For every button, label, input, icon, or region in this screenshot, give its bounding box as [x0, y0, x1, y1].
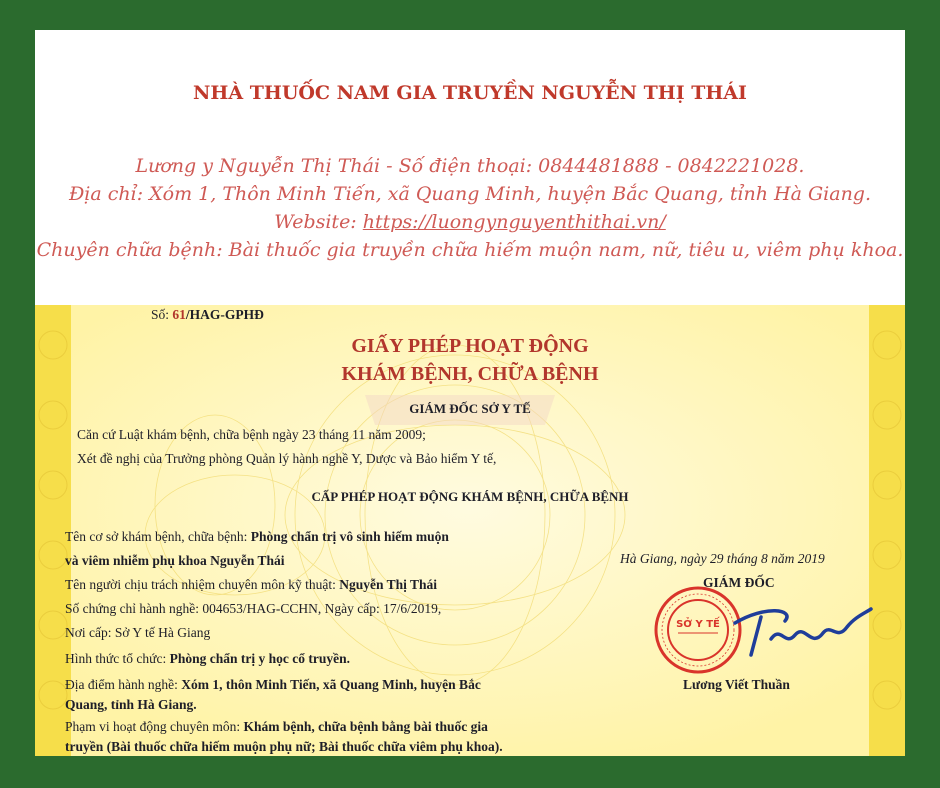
pharmacy-info: [35, 152, 905, 264]
certificate-text: [35, 305, 905, 756]
legal-basis-2: Xét đề nghị của Trưởng phòng Quản lý hành nghề Y, Dược và Bảo hiểm Y tế,: [77, 451, 497, 466]
doctor-phone-line: Lương y Nguyễn Thị Thái - Số điện thoại: 0844481888 - 0842221028.: [135, 155, 805, 177]
specialty-line: Chuyên chữa bệnh: Bài thuốc gia truyền chữa hiếm muộn nam, nữ, tiêu u, viêm phụ khoa.: [36, 239, 904, 261]
signer-title: GIÁM ĐỐC: [703, 575, 775, 590]
website-link[interactable]: https://luongynguyenthithai.vn/: [362, 211, 666, 233]
certificate-title: GIẤY PHÉP HOẠT ĐỘNG: [351, 335, 589, 357]
certificate-subtitle: KHÁM BỆNH, CHỮA BỆNH: [341, 363, 599, 385]
responsible-person: Tên người chịu trách nhiệm chuyên môn kỹ thuật: Nguyễn Thị Thái: [65, 577, 438, 592]
practice-certificate: Số chứng chỉ hành nghề: 004653/HAG-CCHN, Ngày cấp: 17/6/2019,: [65, 601, 442, 616]
poster-frame: [35, 30, 905, 756]
facility-name-cont: và viêm nhiễm phụ khoa Nguyễn Thái: [65, 553, 285, 568]
signer-name: Lương Viết Thuần: [683, 677, 790, 692]
facility-name: Tên cơ sở khám bệnh, chữa bệnh: Phòng chẩn trị vô sinh hiếm muộn: [65, 529, 449, 544]
issuer-heading: GIÁM ĐỐC SỞ Y TẾ: [409, 401, 531, 416]
website-line: [35, 208, 905, 236]
website-label: Website:: [274, 211, 363, 233]
pharmacy-title: NHÀ THUỐC NAM GIA TRUYỀN NGUYỄN THỊ THÁI: [193, 82, 747, 104]
organization-form: Hình thức tổ chức: Phòng chẩn trị y học cổ truyền.: [65, 651, 350, 666]
scope-of-practice: Phạm vi hoạt động chuyên môn: Khám bệnh, chữa bệnh bằng bài thuốc gia: [65, 719, 488, 734]
pharmacy-header: [35, 30, 905, 305]
practice-address-cont: Quang, tỉnh Hà Giang.: [65, 697, 197, 712]
address-line: Địa chỉ: Xóm 1, Thôn Minh Tiến, xã Quang Minh, huyện Bắc Quang, tỉnh Hà Giang.: [68, 183, 872, 205]
practice-address: Địa điểm hành nghề: Xóm 1, thôn Minh Tiến, xã Quang Minh, huyện Bắc: [65, 677, 481, 692]
issue-date: Hà Giang, ngày 29 tháng 8 năm 2019: [620, 551, 825, 566]
seal-text: SỞ Y TẾ: [676, 619, 720, 630]
issued-place: Nơi cấp: Sở Y tế Hà Giang: [65, 625, 211, 640]
legal-basis-1: Căn cứ Luật khám bệnh, chữa bệnh ngày 23 tháng 11 năm 2009;: [77, 427, 426, 442]
director-signature-icon: [725, 595, 875, 665]
grant-heading: CẤP PHÉP HOẠT ĐỘNG KHÁM BỆNH, CHỮA BỆNH: [311, 489, 629, 504]
permit-number: Số: 61/HAG-GPHĐ: [151, 307, 264, 322]
scope-of-practice-cont: truyền (Bài thuốc chữa hiếm muộn phụ nữ; Bài thuốc chữa viêm phụ khoa).: [65, 739, 503, 754]
license-certificate: [35, 305, 905, 756]
